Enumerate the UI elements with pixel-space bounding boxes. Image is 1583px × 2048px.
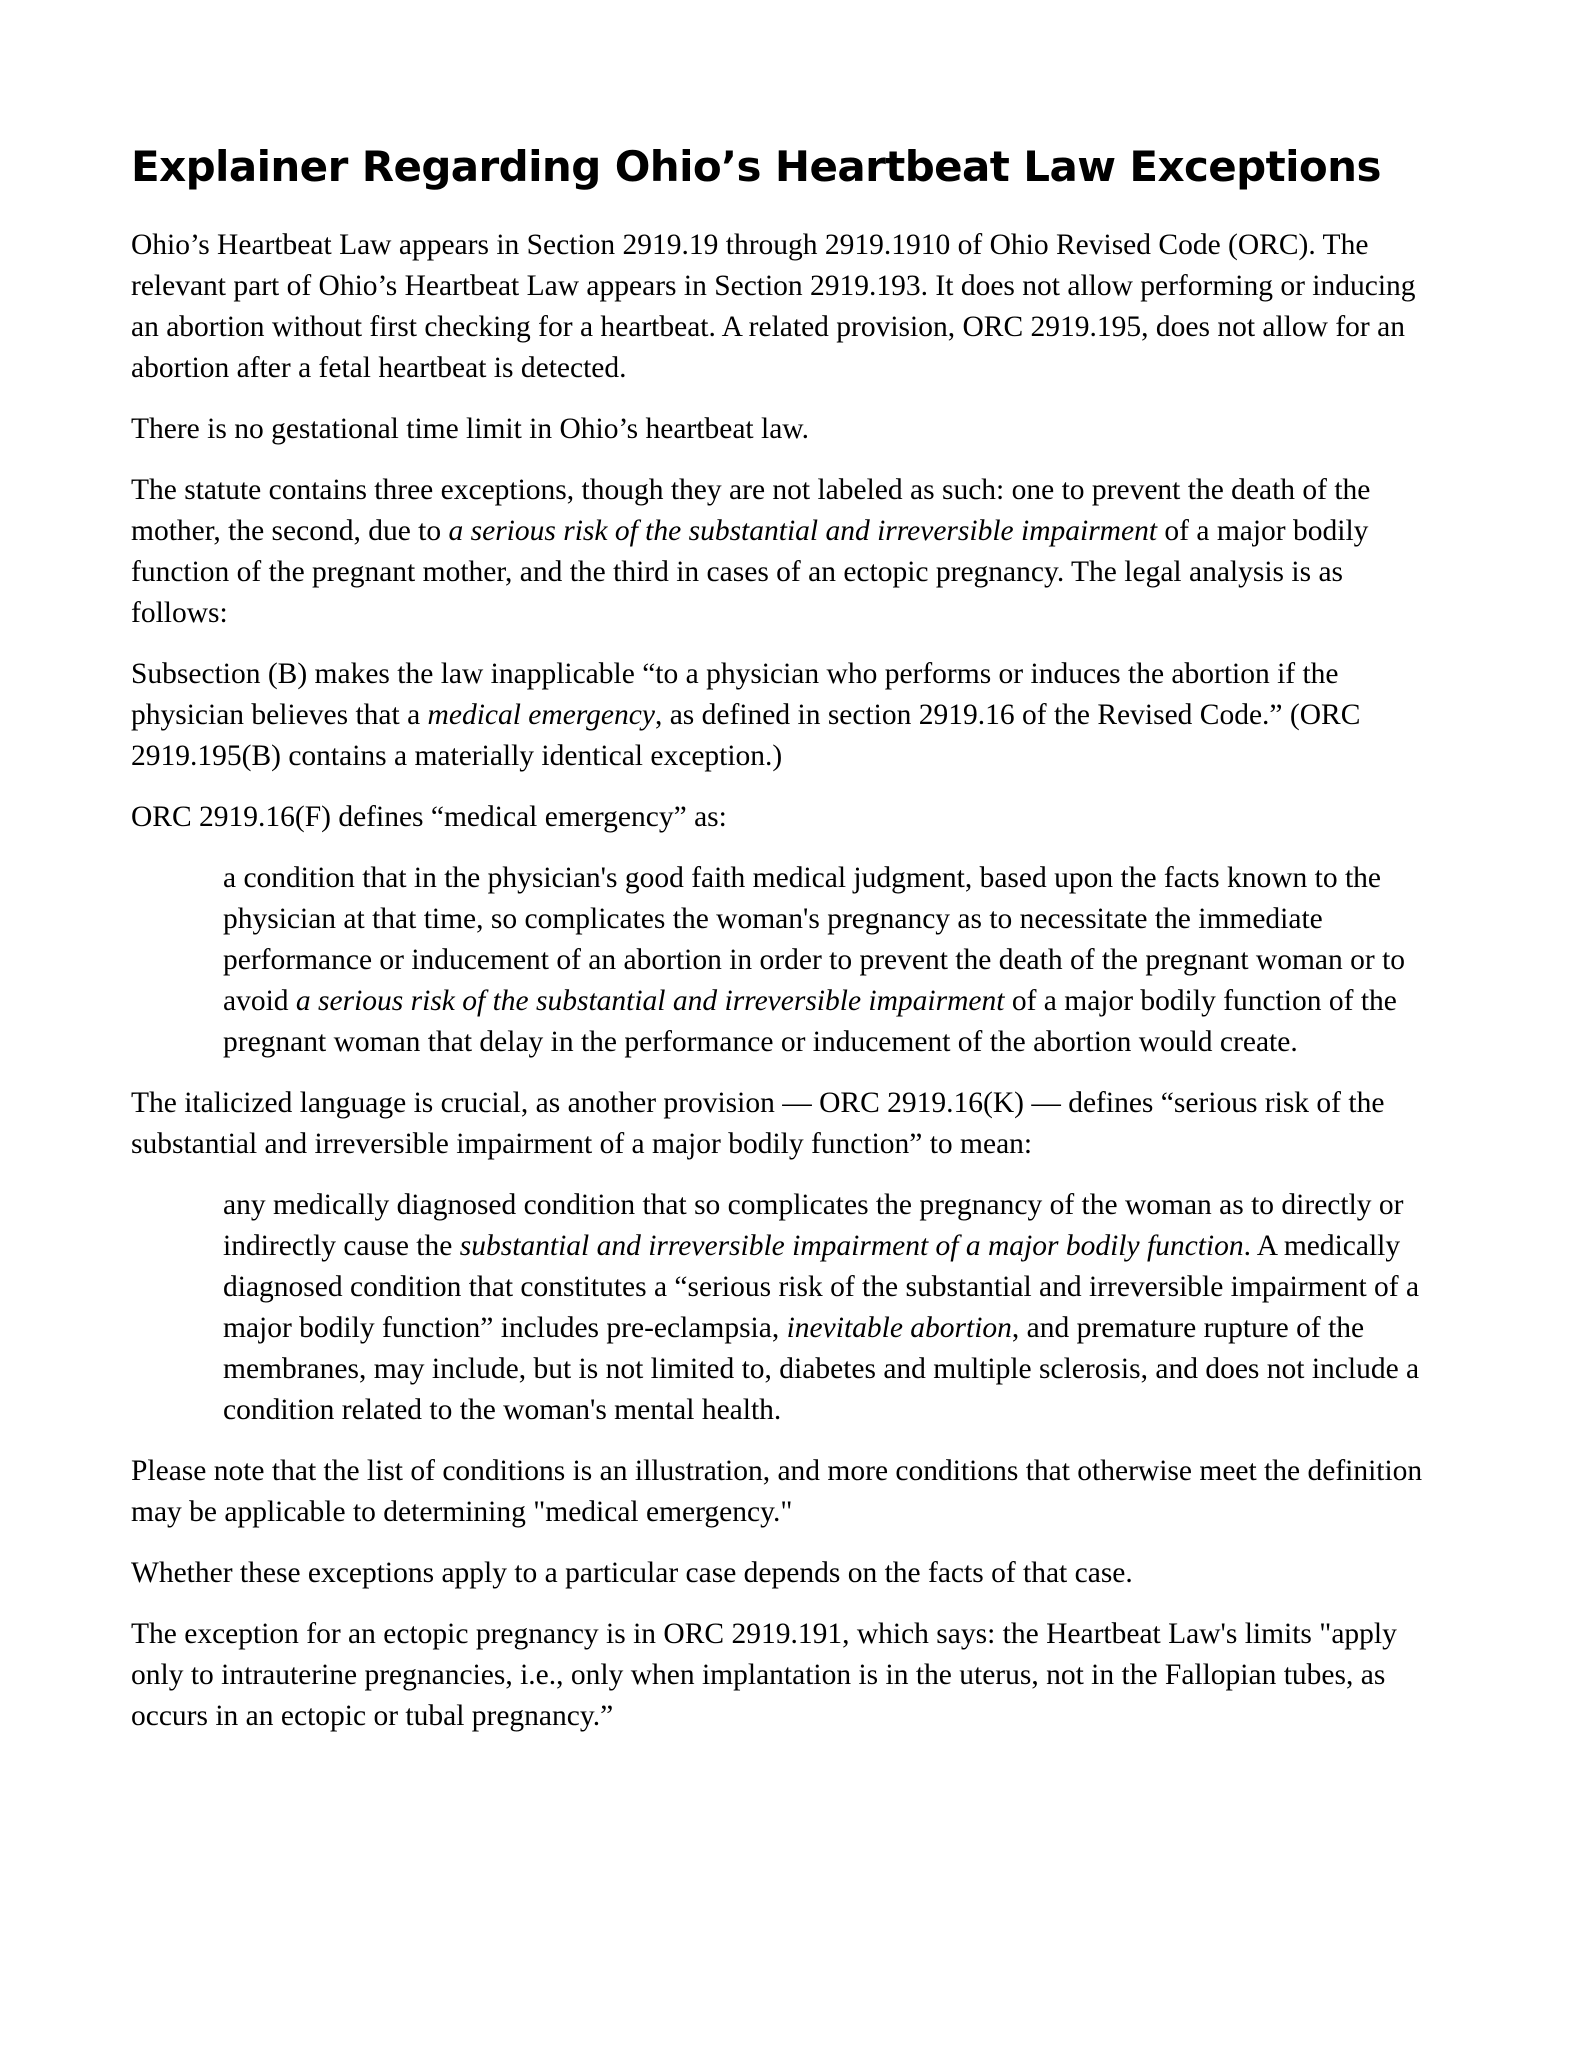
text-run: any medically diagnosed condition that so complicates the pregnancy of the woman as to directly or indirectly cause the bbox=[223, 1189, 1404, 1262]
body-paragraph bbox=[131, 797, 1433, 838]
text-run: Ohio’s Heartbeat Law appears in Section 2919.19 through 2919.1910 of Ohio Revised Code (ORC). The relevant part of Ohio’s Heartbeat Law appears in Section 2919.193. It does not allow performing or inducing an abortion without first checking for a heartbeat. A related provision, ORC 2919.195, does not allow for an abortion after a fetal heartbeat is detected. bbox=[131, 229, 1416, 384]
italic-text: a serious risk of the substantial and irreversible impairment bbox=[295, 985, 1005, 1017]
text-run: Whether these exceptions apply to a particular case depends on the facts of that case. bbox=[131, 1557, 1133, 1589]
text-run: . A medically diagnosed condition that constitutes a “serious risk of the substantial and irreversible impairment of a major bodily function” includes pre-eclampsia, bbox=[223, 1230, 1420, 1344]
text-run: The statute contains three exceptions, though they are not labeled as such: one to prevent the death of the mother, the second, due to bbox=[131, 474, 1371, 547]
text-run: , as defined in section 2919.16 of the Revised Code.” (ORC 2919.195(B) contains a materially identical exception.) bbox=[131, 699, 1361, 772]
body-paragraph bbox=[131, 1614, 1433, 1737]
block-quote bbox=[223, 858, 1433, 1063]
body-paragraph bbox=[131, 225, 1433, 389]
document-title: Explainer Regarding Ohio’s Heartbeat Law Exceptions bbox=[131, 142, 1381, 191]
text-run: ORC 2919.16(F) defines “medical emergency” as: bbox=[131, 801, 727, 833]
body-paragraph bbox=[131, 1083, 1433, 1165]
text-run: Please note that the list of conditions is an illustration, and more conditions that otherwise meet the definition may be applicable to determining "medical emergency." bbox=[131, 1455, 1423, 1528]
text-run: The italicized language is crucial, as another provision — ORC 2919.16(K) — defines “serious risk of the substantial and irreversible impairment of a major bodily function” to mean: bbox=[131, 1087, 1385, 1160]
body-paragraph bbox=[131, 470, 1433, 634]
body-paragraph bbox=[131, 1451, 1433, 1533]
italic-text: substantial and irreversible impairment of a major bodily function bbox=[459, 1230, 1244, 1262]
text-run: a condition that in the physician's good faith medical judgment, based upon the facts known to the physician at that time, so complicates the woman's pregnancy as to necessitate the immediate performance or inducement of an abortion in order to prevent the death of the pregnant woman or to avoid bbox=[223, 862, 1406, 1017]
body-paragraph bbox=[131, 1553, 1433, 1594]
text-run: There is no gestational time limit in Ohio’s heartbeat law. bbox=[131, 413, 810, 445]
text-run: of a major bodily function of the pregnant mother, and the third in cases of an ectopic pregnancy. The legal analysis is as follows: bbox=[131, 515, 1369, 629]
body-paragraph bbox=[131, 654, 1433, 777]
italic-text: a serious risk of the substantial and irreversible impairment bbox=[448, 515, 1158, 547]
document-body bbox=[131, 225, 1433, 1737]
body-paragraph bbox=[131, 409, 1433, 450]
block-quote bbox=[223, 1185, 1433, 1431]
text-run: Subsection (B) makes the law inapplicable “to a physician who performs or induces the abortion if the physician believes that a bbox=[131, 658, 1339, 731]
text-run: The exception for an ectopic pregnancy is in ORC 2919.191, which says: the Heartbeat Law's limits "apply only to intrauterine pregnancies, i.e., only when implantation is in the uterus, not in the Fallopian tubes, as occurs in an ectopic or tubal pregnancy.” bbox=[131, 1618, 1397, 1732]
text-run: , and premature rupture of the membranes, may include, but is not limited to, diabetes and multiple sclerosis, and does not include a condition related to the woman's mental health. bbox=[223, 1312, 1420, 1426]
italic-text: medical emergency bbox=[427, 699, 655, 731]
italic-text: inevitable abortion bbox=[786, 1312, 1012, 1344]
text-run: of a major bodily function of the pregnant woman that delay in the performance or inducement of the abortion would create. bbox=[223, 985, 1397, 1058]
